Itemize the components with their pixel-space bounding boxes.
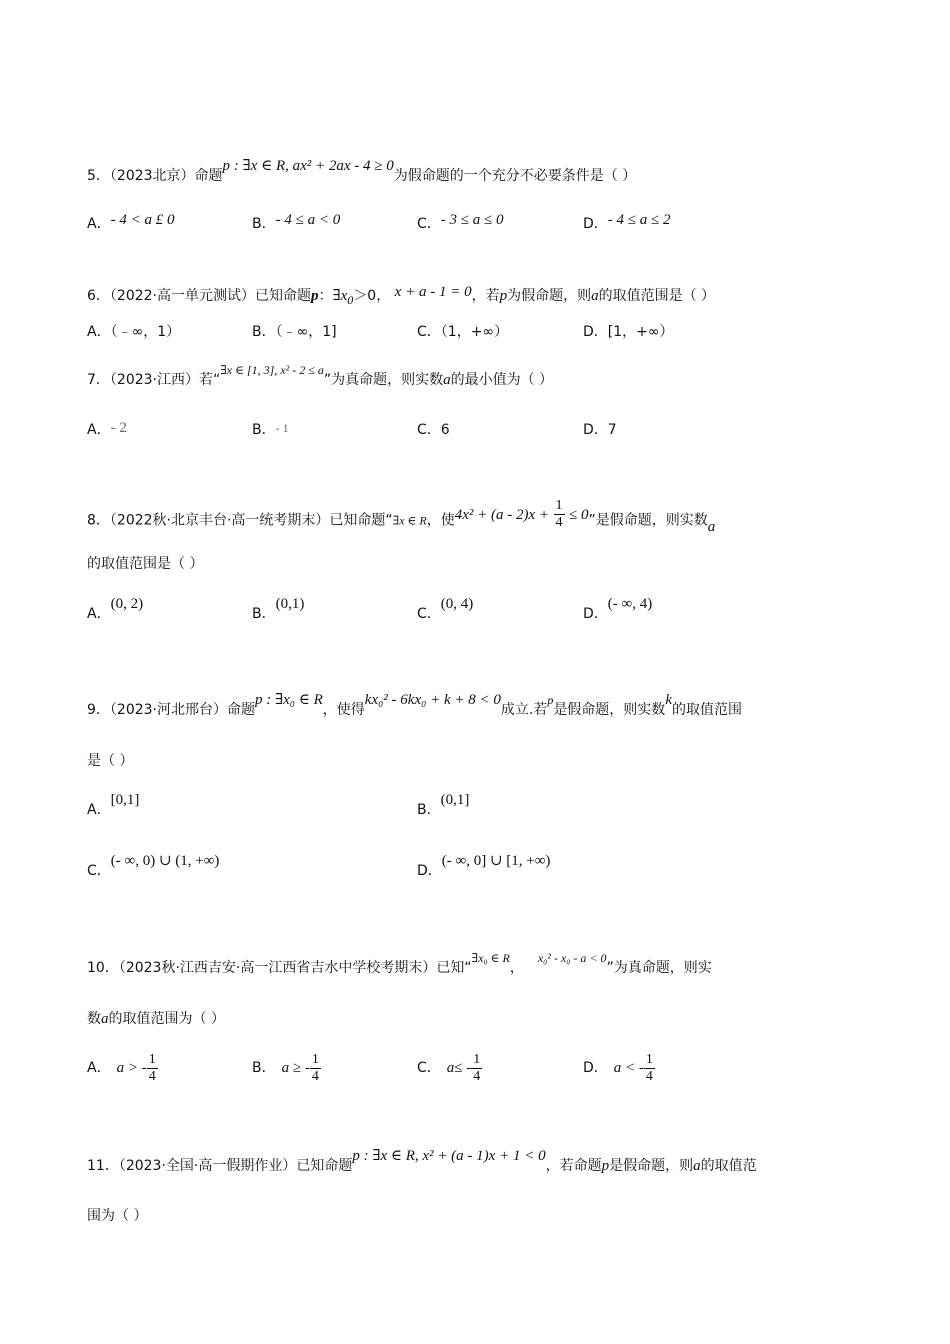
q9-option-a: A．[0,1] — [87, 792, 140, 818]
q10-stem: 10．（2023秋·江西吉安·高一江西省吉水中学校考期末）已知“∃x₀ ∈ R，x₀² - x₀ - a < 0”为真命题，则实 — [87, 951, 712, 976]
q7-option-a: A．- 2 — [87, 420, 127, 438]
q10-option-a: A． a > - $\frac{1}{4}$ — [87, 1051, 156, 1084]
q6-option-c: C．（1，+∞） — [417, 324, 509, 340]
q10-option-b: B． a ≥ - $\frac{1}{4}$ — [252, 1051, 319, 1084]
q11-stem-line2: 围为（ ） — [87, 1208, 148, 1224]
q9-option-d: D．(- ∞, 0] ∪ [1, +∞) — [417, 853, 551, 879]
q7-formula: ∃x ∈ [1, 3], x² - 2 ≤ a — [220, 363, 324, 377]
q9-stem-line2: 是（ ） — [87, 753, 134, 769]
q5-option-b: B．- 4 ≤ a < 0 — [252, 212, 341, 232]
q8-option-d: D．(- ∞, 4) — [583, 596, 653, 622]
q10-formula-2: x₀² - x₀ - a < 0 — [537, 951, 607, 965]
q5-stem: 5．（2023北京）命题p : ∃x ∈ R, ax² + 2ax - 4 ≥ 0为假命题的一个充分不必要条件是（ ） — [87, 158, 637, 184]
q11-formula: p : ∃x ∈ R, x² + (a - 1)x + 1 < 0 — [352, 1148, 546, 1164]
q9-option-b: B．(0,1] — [417, 792, 470, 818]
q6-formula: x + a - 1 = 0 — [394, 284, 472, 300]
q6-option-d: D．[1，+∞） — [583, 324, 674, 340]
q5-option-d: D．- 4 ≤ a ≤ 2 — [583, 212, 671, 232]
q7-option-c: C．6 — [417, 422, 450, 438]
q8-stem: 8．（2022秋·北京丰台·高一统考期末）已知命题“∃x ∈ R，使4x² + (a - 2)x + $\frac{1}{4}$ ≤ 0”是假命题，则实数a — [87, 498, 716, 535]
q5-option-a: A．- 4 < a £ 0 — [87, 212, 175, 232]
q6-stem: 6．（2022·高一单元测试）已知命题p：$\exists x_0>0$， x + a - 1 = 0，若p为假命题，则a的取值范围是（ ） — [87, 284, 716, 307]
q9-formula-2: kx₀² - 6kx₀ + k + 8 < 0 — [364, 692, 501, 708]
q8-stem-line2: 的取值范围是（ ） — [87, 556, 204, 572]
q6-option-b: B．（﹣∞，1] — [252, 324, 337, 340]
q11-stem: 11．（2023·全国·高一假期作业）已知命题p : ∃x ∈ R, x² + (a - 1)x + 1 < 0，若命题p是假命题，则a的取值范 — [87, 1148, 757, 1174]
q7-option-b: B．- 1 — [252, 421, 289, 438]
q8-formula: 4x² + (a - 2)x + — [454, 506, 550, 523]
q7-option-d: D．7 — [583, 422, 617, 438]
q5-formula: p : ∃x ∈ R, ax² + 2ax - 4 ≥ 0 — [222, 158, 394, 174]
q6-option-a: A．（﹣∞，1） — [87, 324, 181, 340]
q9-formula-1: p : ∃x₀ ∈ R — [255, 692, 323, 708]
q7-stem: 7．（2023·江西）若“∃x ∈ [1, 3], x² - 2 ≤ a”为真命题，则实数a的最小值为（ ） — [87, 363, 554, 388]
q10-option-d: D． a < - $\frac{1}{4}$ — [583, 1051, 653, 1084]
q5-option-c: C．- 3 ≤ a ≤ 0 — [417, 212, 504, 232]
q9-stem: 9．（2023·河北邢台）命题p : ∃x₀ ∈ R，使得kx₀² - 6kx₀ + k + 8 < 0成立.若p是假命题，则实数k的取值范围 — [87, 692, 742, 718]
q10-option-c: C． a≤ - $\frac{1}{4}$ — [417, 1051, 481, 1084]
q8-fraction: $\frac{1}{4}$ — [555, 498, 563, 530]
q10-stem-line2: 数a的取值范围为（ ） — [87, 1011, 225, 1027]
q9-option-c: C．(- ∞, 0) ∪ (1, +∞) — [87, 853, 220, 879]
q8-option-b: B．(0,1) — [252, 596, 305, 622]
q8-option-c: C．(0, 4) — [417, 596, 474, 622]
q10-formula-1: ∃x₀ ∈ R — [471, 951, 510, 965]
q8-option-a: A．(0, 2) — [87, 596, 144, 622]
